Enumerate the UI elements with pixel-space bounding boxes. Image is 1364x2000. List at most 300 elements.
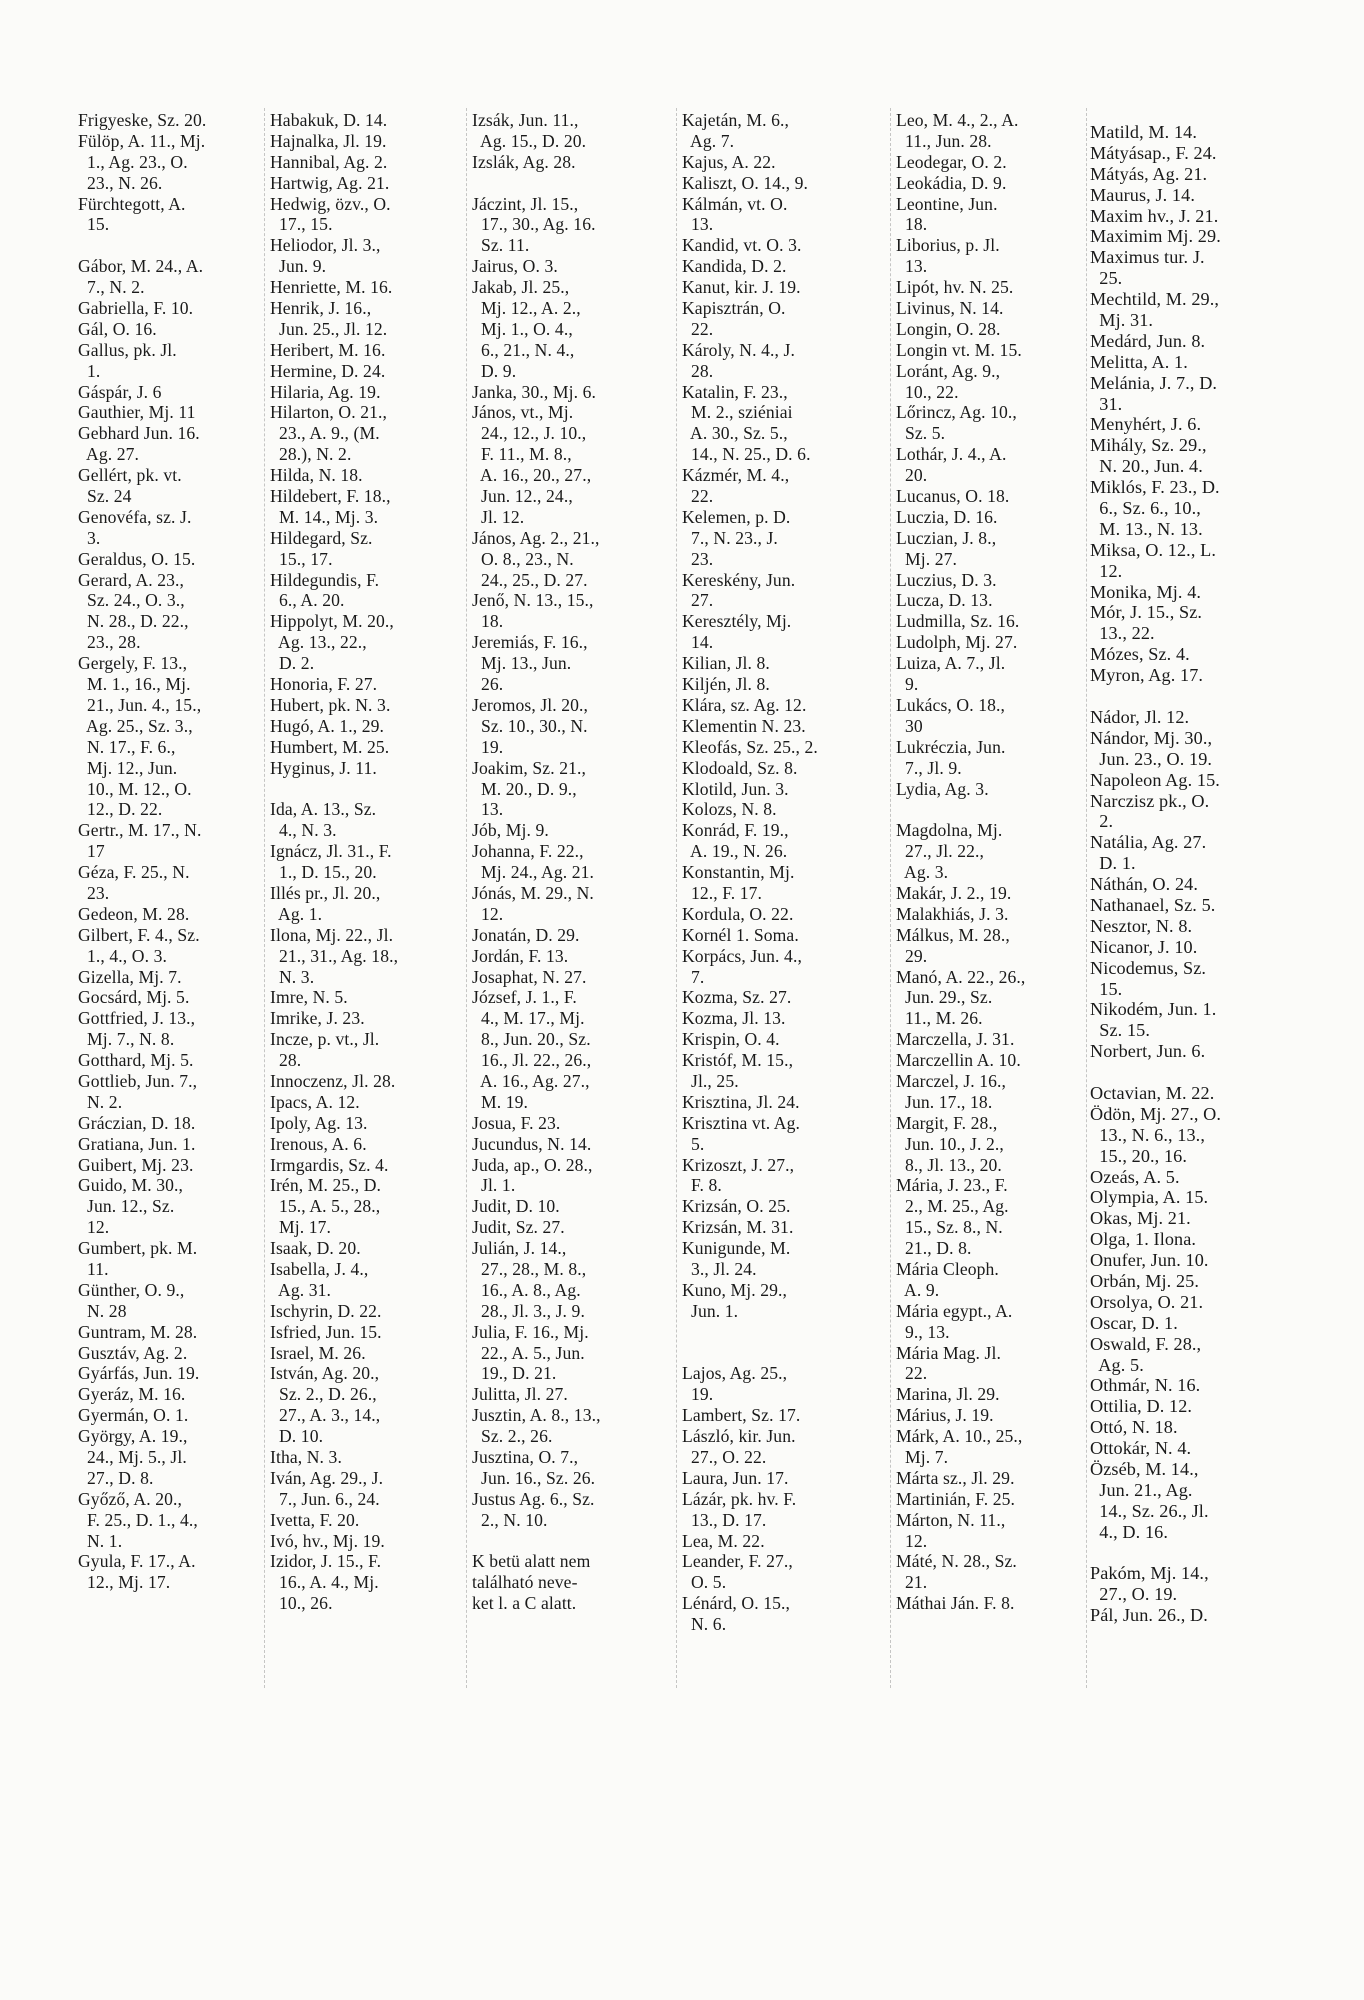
name-entry-line: Mária, J. 23., F. xyxy=(896,1175,1008,1196)
name-entry-line: Kornél 1. Soma. xyxy=(682,924,799,945)
name-entry-line: Konstantin, Mj. xyxy=(682,862,795,883)
name-entry-line: Lénárd, O. 15., xyxy=(682,1593,791,1614)
name-entry-line: Onufer, Jun. 10. xyxy=(1090,1250,1209,1271)
name-entry-line: Lukács, O. 18., xyxy=(896,694,1005,715)
name-entry-line: Gyárfás, Jun. 19. xyxy=(78,1363,200,1384)
name-entry-line: 11., Jun. 28. xyxy=(896,130,992,151)
name-entry-line: Luiza, A. 7., Jl. xyxy=(896,653,1006,674)
name-entry-line: Livinus, N. 14. xyxy=(896,298,1004,319)
name-column-k-l xyxy=(682,110,888,1635)
name-entry-line: Mária egypt., A. xyxy=(896,1300,1013,1321)
name-entry-line: 27., 28., M. 8., xyxy=(472,1258,587,1279)
name-entry-line: Jun. 17., 18. xyxy=(896,1091,993,1112)
name-entry-line: Kozma, Sz. 27. xyxy=(682,987,792,1008)
name-entry-line: D. 10. xyxy=(270,1426,324,1447)
name-entry-line: Fülöp, A. 11., Mj. xyxy=(78,130,206,151)
name-entry-line: Leander, F. 27., xyxy=(682,1551,793,1572)
name-entry-line: Hugó, A. 1., 29. xyxy=(270,715,385,736)
name-entry-line: Leo, M. 4., 2., A. xyxy=(896,110,1019,130)
name-entry-line: Jl., 25. xyxy=(682,1070,739,1091)
name-entry-line: Ozeás, A. 5. xyxy=(1090,1166,1180,1187)
name-entry-line: Jónás, M. 29., N. xyxy=(472,882,594,903)
name-entry-line: 31. xyxy=(1090,393,1123,414)
name-entry-line: Keresztély, Mj. xyxy=(682,611,792,632)
name-entry-line: Menyhért, J. 6. xyxy=(1090,414,1202,435)
name-entry-line: Gusztáv, Ag. 2. xyxy=(78,1342,188,1363)
name-entry-line: 15. xyxy=(78,214,110,235)
name-entry-line: D. 9. xyxy=(472,360,517,381)
name-entry-line: Kiljén, Jl. 8. xyxy=(682,674,770,695)
name-entry-line: Jun. 21., Ag. xyxy=(1090,1479,1193,1500)
name-entry-line: Lydia, Ag. 3. xyxy=(896,778,989,799)
name-entry-line: Gallus, pk. Jl. xyxy=(78,339,177,360)
name-entry-line: M. 1., 16., Mj. xyxy=(78,674,191,695)
name-entry-line: Jl. 12. xyxy=(472,506,525,527)
name-entry-line: Gyula, F. 17., A. xyxy=(78,1551,196,1572)
name-entry-line: Mj. 7., N. 8. xyxy=(78,1029,175,1050)
name-entry-line: Győző, A. 20., xyxy=(78,1488,183,1509)
name-entry-line: Hubert, pk. N. 3. xyxy=(270,694,391,715)
name-entry-line: 3., Jl. 24. xyxy=(682,1258,757,1279)
name-entry-line: Klára, sz. Ag. 12. xyxy=(682,694,807,715)
name-entry-line: Isaak, D. 20. xyxy=(270,1238,361,1259)
name-entry-line: Norbert, Jun. 6. xyxy=(1090,1041,1206,1062)
name-entry-line: Judit, Sz. 27. xyxy=(472,1217,565,1238)
name-entry-line: Marczellin A. 10. xyxy=(896,1050,1021,1071)
name-entry-line: Kilian, Jl. 8. xyxy=(682,653,770,674)
name-entry-line: 7. xyxy=(682,966,705,987)
name-entry-line: Hannibal, Ag. 2. xyxy=(270,151,388,172)
name-entry-line: Itha, N. 3. xyxy=(270,1447,342,1467)
name-entry-line: Gotthard, Mj. 5. xyxy=(78,1050,194,1071)
name-entry-line: 11. xyxy=(78,1258,109,1279)
name-entry-line: Hartwig, Ag. 21. xyxy=(270,172,390,193)
name-entry-line: 7., Jun. 6., 24. xyxy=(270,1488,380,1509)
name-entry-line: Oscar, D. 1. xyxy=(1090,1312,1178,1333)
name-entry-line: Kálmán, vt. O. xyxy=(682,193,788,214)
name-entry-line: Johanna, F. 22., xyxy=(472,841,584,862)
name-entry-line: 9., 13. xyxy=(896,1321,950,1342)
name-entry-line: Gebhard Jun. 16. xyxy=(78,423,200,444)
name-entry-line: 16., A. 4., Mj. xyxy=(270,1572,379,1593)
name-entry-line: Leodegar, O. 2. xyxy=(896,151,1007,172)
name-entry-line: 2. xyxy=(1090,811,1114,832)
name-entry-line: 12. xyxy=(78,1217,110,1238)
name-entry-line: M. 13., N. 13. xyxy=(1090,518,1203,539)
name-entry-line: Mátyás, Ag. 21. xyxy=(1090,163,1208,184)
name-entry-line: Heliodor, Jl. 3., xyxy=(270,235,381,256)
name-entry-line: Kajus, A. 22. xyxy=(682,151,776,172)
name-entry-line: Katalin, F. 23., xyxy=(682,381,788,402)
name-entry-line: 16., Jl. 22., 26., xyxy=(472,1050,592,1071)
name-entry-line: Krizoszt, J. 27., xyxy=(682,1154,795,1175)
name-entry-line: N. 17., F. 6., xyxy=(78,736,176,757)
name-entry-line: 24., 25., D. 27. xyxy=(472,569,588,590)
name-entry-line: Kleofás, Sz. 25., 2. xyxy=(682,736,818,757)
name-entry-line: Jusztin, A. 8., 13., xyxy=(472,1405,601,1426)
name-entry-line: Irmgardis, Sz. 4. xyxy=(270,1154,389,1175)
name-entry-line: Márius, J. 19. xyxy=(896,1405,994,1426)
name-entry-line: Mátyásap., F. 24. xyxy=(1090,142,1217,163)
name-entry-line: Lothár, J. 4., A. xyxy=(896,444,1007,465)
name-entry-line: 13., 22. xyxy=(1090,623,1155,644)
name-entry-line: 5. xyxy=(682,1133,705,1154)
name-entry-line: 11., M. 26. xyxy=(896,1008,983,1029)
name-entry-line: Mj. 27. xyxy=(896,548,958,569)
name-entry-line: Jl. 1. xyxy=(472,1175,516,1196)
name-entry-line: 23., 28. xyxy=(78,632,141,653)
name-entry-line: 13., N. 6., 13., xyxy=(1090,1124,1205,1145)
name-entry-line: Mária Cleoph. xyxy=(896,1258,999,1279)
name-entry-line: Longin, O. 28. xyxy=(896,318,1001,339)
name-entry-line: Orbán, Mj. 25. xyxy=(1090,1270,1199,1291)
name-entry-line: F. 8. xyxy=(682,1175,722,1196)
name-entry-line: 13. xyxy=(472,799,504,820)
name-entry-line: Myron, Ag. 17. xyxy=(1090,665,1204,686)
name-entry-line: O. 8., 23., N. xyxy=(472,548,574,569)
name-entry-line: Hedwig, özv., O. xyxy=(270,193,391,214)
name-entry-line: Jusztina, O. 7., xyxy=(472,1447,579,1467)
name-entry-line: Jun. 23., O. 19. xyxy=(1090,748,1213,769)
name-entry-line: 10., 22. xyxy=(896,381,959,402)
name-entry-line: 27., A. 3., 14., xyxy=(270,1405,381,1426)
name-entry-line: 1., 4., O. 3. xyxy=(78,945,167,966)
name-entry-line: 29. xyxy=(896,945,928,966)
name-entry-line: 23., A. 9., (M. xyxy=(270,423,380,444)
name-entry-line: Náthán, O. 24. xyxy=(1090,874,1198,895)
name-entry-line: Jakab, Jl. 25., xyxy=(472,277,570,298)
name-entry-line: Heribert, M. 16. xyxy=(270,339,386,360)
name-entry-line: 27., D. 8. xyxy=(78,1467,154,1488)
name-entry-line: Mj. 7. xyxy=(896,1447,949,1467)
name-entry-line: Krizsán, M. 31. xyxy=(682,1217,794,1238)
name-entry-line: D. 2. xyxy=(270,653,315,674)
name-entry-line: Miksa, O. 12., L. xyxy=(1090,539,1216,560)
name-entry-line: 15., A. 5., 28., xyxy=(270,1196,381,1217)
name-entry-line: Sz. 24., O. 3., xyxy=(78,590,185,611)
name-entry-line: Judit, D. 10. xyxy=(472,1196,560,1217)
name-entry-line: Fürchtegott, A. xyxy=(78,193,186,214)
name-entry-line: Illés pr., Jl. 20., xyxy=(270,882,381,903)
name-entry-line: Mj. 12., A. 2., xyxy=(472,298,581,319)
name-entry-line: Jun. 12., Sz. xyxy=(78,1196,175,1217)
name-entry-line: Julia, F. 16., Mj. xyxy=(472,1321,589,1342)
name-entry-line: Sz. 2., D. 26., xyxy=(270,1384,377,1405)
name-entry-line: Mj. 31. xyxy=(1090,310,1154,331)
name-entry-line: Gertr., M. 17., N. xyxy=(78,820,202,841)
name-entry-line: Lőrincz, Ag. 10., xyxy=(896,402,1017,423)
name-entry-line: Gottfried, J. 13., xyxy=(78,1008,196,1029)
name-entry-line: Ischyrin, D. 22. xyxy=(270,1300,382,1321)
name-entry-line: Isabella, J. 4., xyxy=(270,1258,369,1279)
name-entry-line xyxy=(472,1531,670,1552)
name-entry-line: Maxim hv., J. 21. xyxy=(1090,205,1219,226)
name-entry-line: Henriette, M. 16. xyxy=(270,277,393,298)
name-entry-line: 25. xyxy=(1090,268,1123,289)
name-entry-line: Ivó, hv., Mj. 19. xyxy=(270,1530,385,1551)
name-column-m-p xyxy=(1090,122,1320,1626)
name-entry-line: 22. xyxy=(896,1363,928,1384)
name-entry-line: Longin vt. M. 15. xyxy=(896,339,1022,360)
name-entry-line: Miklós, F. 23., D. xyxy=(1090,477,1220,498)
name-entry-line: Narczisz pk., O. xyxy=(1090,790,1210,811)
name-entry-line: 12., D. 22. xyxy=(78,799,163,820)
name-entry-line: Hippolyt, M. 20., xyxy=(270,611,394,632)
name-entry-line: 15., Sz. 8., N. xyxy=(896,1217,1003,1238)
name-entry-line: 19., D. 21. xyxy=(472,1363,557,1384)
name-entry-line: Henrik, J. 16., xyxy=(270,298,372,319)
name-entry-line: Izslák, Ag. 28. xyxy=(472,151,576,172)
name-entry-line: Gizella, Mj. 7. xyxy=(78,966,182,987)
name-entry-line: Izidor, J. 15., F. xyxy=(270,1551,382,1572)
name-entry-line: Justus Ag. 6., Sz. xyxy=(472,1488,595,1509)
name-entry-line: Jucundus, N. 14. xyxy=(472,1133,592,1154)
column-divider xyxy=(890,108,891,1688)
name-entry-line: Ag. 31. xyxy=(270,1279,332,1300)
name-entry-line: Jun. 9. xyxy=(270,256,327,277)
name-entry-line: Nádor, Jl. 12. xyxy=(1090,706,1190,727)
name-entry-line: 6., 21., N. 4., xyxy=(472,339,575,360)
name-entry-line: N. 6. xyxy=(682,1614,727,1635)
name-entry-line: Özséb, M. 14., xyxy=(1090,1459,1199,1479)
name-entry-line: 16., A. 8., Ag. xyxy=(472,1279,581,1300)
name-entry-line: 10., M. 12., O. xyxy=(78,778,192,799)
name-entry-line: Károly, N. 4., J. xyxy=(682,339,795,360)
name-entry-line: 12. xyxy=(1090,560,1123,581)
name-entry-line: 27., Jl. 22., xyxy=(896,841,985,862)
name-entry-line: 2., M. 25., Ag. xyxy=(896,1196,1009,1217)
name-entry-line: 13., D. 17. xyxy=(682,1509,767,1530)
name-entry-line: Gellért, pk. vt. xyxy=(78,465,182,486)
name-entry-line: Malakhiás, J. 3. xyxy=(896,903,1009,924)
name-entry-line: Mj. 12., Jun. xyxy=(78,757,178,778)
name-entry-line: György, A. 19., xyxy=(78,1426,188,1447)
name-entry-line: Guido, M. 30., xyxy=(78,1175,184,1196)
name-entry-line: N. 20., Jun. 4. xyxy=(1090,456,1203,477)
name-entry-line: A. 30., Sz. 5., xyxy=(682,423,788,444)
name-entry-line: 13. xyxy=(896,256,928,277)
name-entry-line: Lea, M. 22. xyxy=(682,1530,765,1551)
name-entry-line: Mór, J. 15., Sz. xyxy=(1090,602,1203,623)
name-entry-line: Gocsárd, Mj. 5. xyxy=(78,987,190,1008)
name-entry-line: Octavian, M. 22. xyxy=(1090,1082,1215,1103)
name-entry-line: Klotild, Jun. 3. xyxy=(682,778,789,799)
name-entry-line: Lambert, Sz. 17. xyxy=(682,1405,801,1426)
name-entry-line: 28. xyxy=(682,360,714,381)
name-entry-line: Gyermán, O. 1. xyxy=(78,1405,189,1426)
name-entry-line: László, kir. Jun. xyxy=(682,1426,796,1447)
name-entry-line: Kajetán, M. 6., xyxy=(682,110,790,130)
name-entry-line: Ottokár, N. 4. xyxy=(1090,1438,1192,1459)
name-entry-line: Gumbert, pk. M. xyxy=(78,1238,198,1259)
name-entry-line: Nicanor, J. 10. xyxy=(1090,936,1198,957)
name-entry-line: Gottlieb, Jun. 7., xyxy=(78,1070,198,1091)
name-entry-line: Ilona, Mj. 22., Jl. xyxy=(270,924,394,945)
name-entry-line: 7., Jl. 9. xyxy=(896,757,962,778)
name-entry-line: Jordán, F. 13. xyxy=(472,945,569,966)
name-entry-line: Habakuk, D. 14. xyxy=(270,110,388,130)
name-entry-line: Kázmér, M. 4., xyxy=(682,465,790,486)
name-entry-line: Klementin N. 23. xyxy=(682,715,806,736)
name-entry-line: Jun. 12., 24., xyxy=(472,486,573,507)
name-entry-line: Kereskény, Jun. xyxy=(682,569,796,590)
name-entry-line: 27., O. 19. xyxy=(1090,1584,1178,1605)
name-entry-line: Natália, Ag. 27. xyxy=(1090,832,1207,853)
name-entry-line: Sz. 2., 26. xyxy=(472,1426,553,1447)
name-entry-line: 9. xyxy=(896,674,919,695)
name-entry-line: János, Ag. 2., 21., xyxy=(472,527,600,548)
name-entry-line: 13. xyxy=(682,214,714,235)
name-entry-line: N. 28., D. 22., xyxy=(78,611,189,632)
name-entry-line: Monika, Mj. 4. xyxy=(1090,581,1202,602)
name-entry-line: Incze, p. vt., Jl. xyxy=(270,1029,380,1050)
name-entry-line: Ottilia, D. 12. xyxy=(1090,1396,1193,1417)
name-entry-line: Marczella, J. 31. xyxy=(896,1029,1015,1050)
name-entry-line: Manó, A. 22., 26., xyxy=(896,966,1026,987)
name-entry-line: Krisztina vt. Ag. xyxy=(682,1112,801,1133)
name-entry-line: Janka, 30., Mj. 6. xyxy=(472,381,596,402)
name-column-i-j xyxy=(472,110,670,1614)
name-entry-line: 10., 26. xyxy=(270,1593,333,1614)
name-column-h-i xyxy=(270,110,462,1614)
name-entry-line: József, J. 1., F. xyxy=(472,987,577,1008)
name-entry-line: Hildegard, Sz. xyxy=(270,527,373,548)
name-entry-line: Matild, M. 14. xyxy=(1090,122,1197,142)
name-entry-line: 15. xyxy=(1090,978,1123,999)
name-entry-line: Hyginus, J. 11. xyxy=(270,757,377,778)
name-entry-line: Kaliszt, O. 14., 9. xyxy=(682,172,809,193)
name-entry-line: Kanut, kir. J. 19. xyxy=(682,277,801,298)
name-entry-line: M. 20., D. 9., xyxy=(472,778,577,799)
name-entry-line: Orsolya, O. 21. xyxy=(1090,1291,1204,1312)
name-entry-line: Marina, Jl. 29. xyxy=(896,1384,1000,1405)
name-entry-line: Sz. 15. xyxy=(1090,1020,1151,1041)
name-entry-line: Sz. 5. xyxy=(896,423,946,444)
name-entry-line: Liborius, p. Jl. xyxy=(896,235,1000,256)
name-entry-line: Ag. 3. xyxy=(896,862,949,883)
name-entry-line: Lucanus, O. 18. xyxy=(896,486,1010,507)
name-entry-line: Jenő, N. 13., 15., xyxy=(472,590,594,611)
name-entry-line: Gál, O. 16. xyxy=(78,318,157,339)
name-entry-line: 22. xyxy=(682,318,714,339)
name-entry-line: 21., 31., Ag. 18., xyxy=(270,945,399,966)
name-entry-line: Gyeráz, M. 16. xyxy=(78,1384,186,1405)
name-entry-line: Márk, A. 10., 25., xyxy=(896,1426,1023,1447)
name-entry-line: Okas, Mj. 21. xyxy=(1090,1208,1191,1229)
name-entry-line xyxy=(896,799,1100,820)
name-entry-line: található neve- xyxy=(472,1572,578,1593)
name-entry-line: Márton, N. 11., xyxy=(896,1509,1006,1530)
name-entry-line: Krizsán, O. 25. xyxy=(682,1196,791,1217)
name-entry-line: Jonatán, D. 29. xyxy=(472,924,580,945)
name-entry-line: 15., 20., 16. xyxy=(1090,1145,1187,1166)
name-entry-line: 12., Mj. 17. xyxy=(78,1572,171,1593)
name-entry-line: Maurus, J. 14. xyxy=(1090,184,1195,205)
name-entry-line: Mihály, Sz. 29., xyxy=(1090,435,1207,456)
name-entry-line: 1., Ag. 23., O. xyxy=(78,151,188,172)
name-entry-line: Hilaria, Ag. 19. xyxy=(270,381,381,402)
name-entry-line: Ottó, N. 18. xyxy=(1090,1417,1178,1438)
name-entry-line: 21. xyxy=(896,1572,928,1593)
name-entry-line: Laura, Jun. 17. xyxy=(682,1467,789,1488)
name-entry-line: 4., M. 17., Mj. xyxy=(472,1008,585,1029)
name-entry-line: Pakóm, Mj. 14., xyxy=(1090,1563,1209,1584)
name-entry-line: 8., Jun. 20., Sz. xyxy=(472,1029,591,1050)
name-entry-line: Olga, 1. Ilona. xyxy=(1090,1229,1197,1250)
name-entry-line: Nathanael, Sz. 5. xyxy=(1090,894,1216,915)
name-entry-line: Gabriella, F. 10. xyxy=(78,298,194,319)
name-entry-line: Maximim Mj. 29. xyxy=(1090,226,1221,247)
name-entry-line: Hermine, D. 24. xyxy=(270,360,386,381)
name-entry-line: A. 19., N. 26. xyxy=(682,841,788,862)
name-entry-line: Hilda, N. 18. xyxy=(270,465,363,486)
name-entry-line: Loránt, Ag. 9., xyxy=(896,360,1001,381)
name-entry-line: Krispin, O. 4. xyxy=(682,1029,780,1050)
name-entry-line: 28.), N. 2. xyxy=(270,444,352,465)
name-entry-line: Leokádia, D. 9. xyxy=(896,172,1007,193)
name-entry-line: Kuno, Mj. 29., xyxy=(682,1279,788,1300)
name-entry-line: Mózes, Sz. 4. xyxy=(1090,644,1190,665)
name-entry-line: 4., D. 16. xyxy=(1090,1521,1168,1542)
name-entry-line: Ag. 1. xyxy=(270,903,323,924)
column-divider xyxy=(676,108,677,1688)
name-entry-line: Melitta, A. 1. xyxy=(1090,351,1188,372)
name-entry-line: 23., N. 26. xyxy=(78,172,163,193)
name-entry-line: Jun. 29., Sz. xyxy=(896,987,993,1008)
name-entry-line: Ag. 13., 22., xyxy=(270,632,367,653)
name-entry-line: 6., Sz. 6., 10., xyxy=(1090,498,1201,519)
name-entry-line: 21., Jun. 4., 15., xyxy=(78,694,202,715)
name-entry-line: Maximus tur. J. xyxy=(1090,247,1205,268)
name-entry-line: Nándor, Mj. 30., xyxy=(1090,727,1213,748)
name-entry-line: 12., F. 17. xyxy=(682,882,763,903)
name-entry-line: Guntram, M. 28. xyxy=(78,1321,198,1342)
name-entry-line: Kozma, Jl. 13. xyxy=(682,1008,786,1029)
name-entry-line: Lipót, hv. N. 25. xyxy=(896,277,1014,298)
name-entry-line: Mechtild, M. 29., xyxy=(1090,289,1220,310)
name-entry-line: 21., D. 8. xyxy=(896,1238,972,1259)
name-entry-line: 4., N. 3. xyxy=(270,820,337,841)
name-entry-line: Makár, J. 2., 19. xyxy=(896,882,1012,903)
name-entry-line: 24., Mj. 5., Jl. xyxy=(78,1447,187,1467)
name-entry-line: Margit, F. 28., xyxy=(896,1112,998,1133)
name-entry-line: Gerard, A. 23., xyxy=(78,569,185,590)
name-entry-line: Geraldus, O. 15. xyxy=(78,548,196,569)
name-entry-line: Krisztina, Jl. 24. xyxy=(682,1091,800,1112)
name-entry-line: Sz. 24 xyxy=(78,486,132,507)
name-entry-line: Julitta, Jl. 27. xyxy=(472,1384,568,1405)
name-entry-line: Gedeon, M. 28. xyxy=(78,903,190,924)
name-entry-line: Márta sz., Jl. 29. xyxy=(896,1467,1015,1488)
name-entry-line: 14. xyxy=(682,632,714,653)
name-entry-line: Frigyeske, Sz. 20. xyxy=(78,110,207,130)
name-entry-line: 18. xyxy=(472,611,504,632)
name-entry-line: Martinián, F. 25. xyxy=(896,1488,1016,1509)
name-entry-line: 17., 30., Ag. 16. xyxy=(472,214,596,235)
name-entry-line: 1. xyxy=(78,360,101,381)
name-entry-line: Imre, N. 5. xyxy=(270,987,348,1008)
name-entry-line: N. 2. xyxy=(78,1091,123,1112)
name-entry-line: O. 5. xyxy=(682,1572,727,1593)
name-entry-line xyxy=(1090,686,1320,707)
name-entry-line: 7., N. 2. xyxy=(78,277,145,298)
name-entry-line: 7., N. 23., J. xyxy=(682,527,778,548)
name-entry-line: Mj. 24., Ag. 21. xyxy=(472,862,595,883)
name-entry-line: Jun. 16., Sz. 26. xyxy=(472,1467,596,1488)
name-entry-line: Ludmilla, Sz. 16. xyxy=(896,611,1020,632)
name-entry-line: Kandida, D. 2. xyxy=(682,256,787,277)
name-entry-line: 2., N. 10. xyxy=(472,1509,548,1530)
